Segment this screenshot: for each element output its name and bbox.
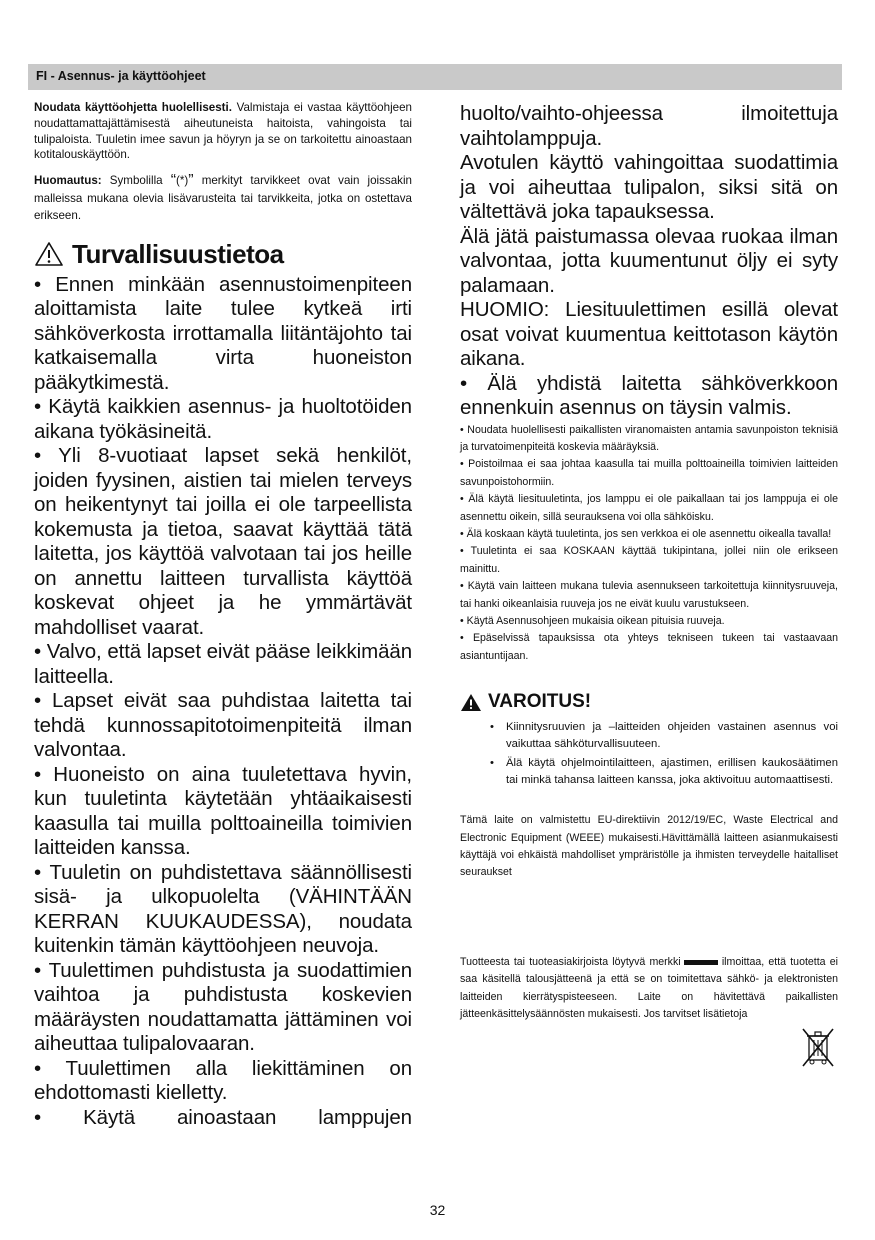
right-column <box>460 100 838 1023</box>
header-bar <box>28 64 842 90</box>
safety-item: • Tuulettimen puhdistusta ja suodattimien vaihtoa ja puhdistusta koskevien määräysten noudattamatta jättäminen voi aiheuttaa tulipalovaaran. <box>34 958 412 1056</box>
safety-title <box>34 239 412 270</box>
safety-item: • Käytä kaikkien asennus- ja huoltotöiden aikana työkäsineitä. <box>34 395 412 443</box>
left-column <box>34 100 412 1130</box>
safety-title-text: Turvallisuustietoa <box>72 238 284 269</box>
small-list <box>460 422 838 666</box>
safety-item: • Yli 8-vuotiaat lapset sekä henkilöt, joiden fyysinen, aistien tai mielen terveys on heikentynyt tai joilla ei ole tarpeellista kokemusta ja tietoa, saavat käyttää tätä laitetta, jos käyttöä valvotaan tai jos heille on annettu laitteen turvallista käyttöä koskevat ohjeet ja he ymmärtävät mahdolliset vaarat. <box>34 444 412 639</box>
weee-paragraph: Tämä laite on valmistettu EU-direktiivin 2012/19/EC, Waste Electrical and Electronic Equipment (WEEE) mukaisesti.Hävittämällä laitteen asianmukaisesti käyttäjä voi ehkäistä mahdolliset ympräristölle ja ihmisten terveydelle haitalliset seuraukset <box>460 814 838 879</box>
safety-list <box>34 273 412 1131</box>
intro-text: Valmistaja ei vastaa käyttöohjeen noudattamattajättämisestä aiheutuneista haitoista, vahingoista tai tulipaloista. Tuuletin imee savun ja höyryn ja se on tarkoitettu ainoastaan kotitalouskäyttöön. <box>34 101 412 162</box>
black-bar-mark <box>684 960 718 965</box>
small-item: • Poistoilmaa ei saa johtaa kaasulla tai muilla polttoaineilla toimivien laitteiden savunpoistohormiin. <box>460 458 838 488</box>
safety-item: • Käytä ainoastaan lamppujen <box>34 1105 412 1129</box>
small-item: • Noudata huolellisesti paikallisten viranomaisten antamia savunpoiston teknisiä ja turvatoimenpiteitä koskevia määräyksiä. <box>460 423 838 453</box>
intro-bold: Noudata käyttöohjetta huolellisesti. <box>34 101 232 114</box>
header-title: FI - Asennus- ja käyttöohjeet <box>36 69 206 83</box>
safety-item: • Tuuletin on puhdistettava säännöllisesti sisä- ja ulkopuolelta (VÄHINTÄÄN KERRAN KUUKAUDESSA), noudata kuitenkin tämän käyttöohjeen neuvoja. <box>34 860 412 958</box>
warning-title <box>460 691 838 713</box>
right-paragraph: Avotulen käyttö vahingoittaa suodattimia ja voi aiheuttaa tulipalon, siksi sitä on vältettävä joka tapauksessa. <box>460 151 838 223</box>
small-item: • Käytä vain laitteen mukana tulevia asennukseen tarkoitettuja kiinnitysruuveja, tai hanki oikeanlaisia ruuveja jos ne eivät kuulu varustukseen. <box>460 580 838 610</box>
small-item: • Epäselvissä tapauksissa ota yhteys tekniseen tukeen tai vastaavaan asiantuntijaan. <box>460 632 838 662</box>
right-paragraph: huolto/vaihto-ohjeessa ilmoitettuja vaihtolamppuja. <box>460 102 838 150</box>
page-number: 32 <box>429 1202 446 1218</box>
small-item: • Älä käytä liesituuletinta, jos lamppu ei ole paikallaan tai jos lamppuja ei ole asennettu oikein, sillä seurauksena voi olla sähköisku. <box>460 493 838 523</box>
right-paragraph: • Älä yhdistä laitetta sähköverkkoon ennenkuin asennus on täysin valmis. <box>460 371 838 419</box>
note-paragraph: Huomautus: Symbolilla “(*)” merkityt tarvikkeet ovat vain joissakin malleissa mukana olevia lisävarusteita tai tarvikkeita, jotka on ostettava erikseen. <box>34 172 412 223</box>
disposal-paragraph: Tuotteesta tai tuoteasiakirjoista löytyvä merkki ilmoittaa, että tuotetta ei saa käsitellä talousjätteenä ja että se on toimitettava sähkö- ja elektronisten laitteiden kierrätyspisteeseen. Laite on hävitettävä paikallisten jätteenkäsittelysäännösten mukaisesti. Jos tarvitset lisätietoja <box>460 955 838 1021</box>
small-item: • Tuuletinta ei saa KOSKAAN käyttää tukipintana, jollei niin ole erikseen mainittu. <box>460 545 838 575</box>
safety-item: • Tuulettimen alla liekittäminen on ehdottomasti kielletty. <box>34 1056 412 1105</box>
warning-item: • Kiinnitysruuvien ja –laitteiden ohjeiden vastainen asennus voi vaikuttaa sähköturvallisuuteen. <box>506 719 838 752</box>
right-paragraph: Älä jätä paistumassa olevaa ruokaa ilman valvontaa, jotta kuumentunut öljy ei syty palamaan. <box>460 224 838 297</box>
crossed-bin-icon <box>800 1026 836 1068</box>
intro-paragraph <box>34 100 412 163</box>
note-symbol: (*) <box>176 174 189 188</box>
small-item: • Älä koskaan käytä tuuletinta, jos sen verkkoa ei ole asennettu oikealla tavalla! <box>460 527 832 540</box>
safety-item: • Valvo, että lapset eivät pääse leikkimään laitteella. <box>34 640 412 688</box>
safety-item: • Lapset eivät saa puhdistaa laitetta tai tehdä kunnossapitotoimenpiteitä ilman valvontaa. <box>34 689 412 762</box>
note-bold: Huomautus: <box>34 174 102 188</box>
warning-title-text: VAROITUS! <box>488 691 592 713</box>
warning-filled-icon <box>460 693 482 712</box>
safety-item: • Ennen minkään asennustoimenpiteen aloittamista laite tulee kytkeä irti sähköverkosta irrottamalla liitäntäjohto tai katkaisemalla virta huoneiston pääkytkimestä. <box>34 272 412 394</box>
warning-item: • Älä käytä ohjelmointilaitteen, ajastimen, erillisen kaukosäätimen tai minkä tahansa laitteen kanssa, joka aktivoituu automaattisesti. <box>506 755 838 788</box>
safety-item: • Huoneisto on aina tuuletettava hyvin, kun tuuletinta käytetään yhtäaikaisesti kaasulla tai muilla polttoaineilla toimivien laitteiden kanssa. <box>34 762 412 860</box>
warning-list <box>460 719 838 788</box>
small-item: • Käytä Asennusohjeen mukaisia oikean pituisia ruuveja. <box>460 614 725 627</box>
warning-triangle-icon <box>34 241 64 267</box>
right-paragraph: HUOMIO: Liesituulettimen esillä olevat osat voivat kuumentua keittotason käytön aikana. <box>460 298 838 370</box>
